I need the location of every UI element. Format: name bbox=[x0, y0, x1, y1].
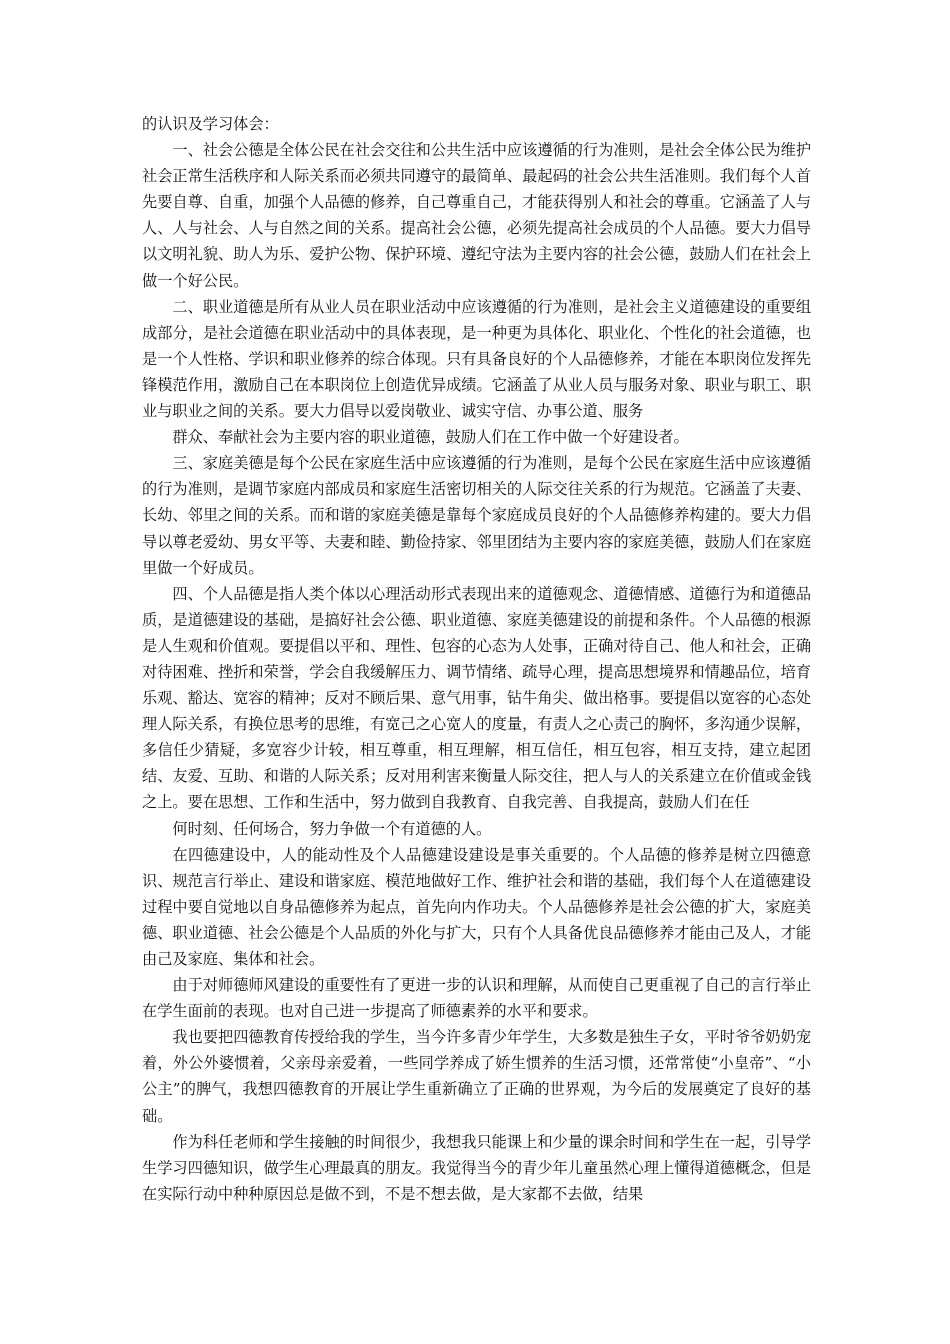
paragraph-four-virtues-building: 在四德建设中，人的能动性及个人品德建设建设是事关重要的。个人品德的修养是树立四德意识、规范言行举止、建设和谐家庭、模范地做好工作、维护社会和谐的基础，我们每个人在道德建设过程中要自觉地以自身品德修养为起点，首先向内作功夫。个人品德修养是社会公德的扩大，家庭美德、职业道德、社会公德是个人品质的外化与扩大，只有个人具备优良品德修养才能由己及人，才能由己及家庭、集体和社会。 bbox=[142, 845, 811, 968]
paragraph-teaching-students: 我也要把四德教育传授给我的学生，当今许多青少年学生，大多数是独生子女，平时爷爷奶奶宠着，外公外婆惯着，父亲母亲爱着，一些同学养成了娇生惯养的生活习惯，还常常使“小皇帝”、“小公主”的脾气，我想四德教育的开展让学生重新确立了正确的世界观，为今后的发展奠定了良好的基础。 bbox=[142, 1028, 811, 1125]
paragraph-family-virtue: 三、家庭美德是每个公民在家庭生活中应该遵循的行为准则，是每个公民在家庭生活中应该遵循的行为准则，是调节家庭内部成员和家庭生活密切相关的人际交往关系的行为规范。它涵盖了夫妻、长幼、邻里之间的关系。而和谐的家庭美德是靠每个家庭成员良好的个人品德修养构建的。要大力倡导以尊老爱幼、男女平等、夫妻和睦、勤俭持家、邻里团结为主要内容的家庭美德，鼓励人们在家庭里做一个好成员。 bbox=[142, 454, 811, 577]
paragraph-intro: 的认识及学习体会： bbox=[142, 115, 279, 133]
paragraph-personal-character: 四、个人品德是指人类个体以心理活动形式表现出来的道德观念、道德情感、道德行为和道德品质，是道德建设的基础，是搞好社会公德、职业道德、家庭美德建设的前提和条件。个人品德的根源是人生观和价值观。要提倡以平和、理性、包容的心态为人处事，正确对待自己、他人和社会，正确对待困难、挫折和荣誉，学会自我缓解压力、调节情绪、疏导心理，提高思想境界和情趣品位，培育乐观、豁达、宽容的精神；反对不顾后果、意气用事，钻牛角尖、做出格事。要提倡以宽容的心态处理人际关系，有换位思考的思维，有宽己之心宽人的度量，有责人之心责己的胸怀，多沟通少误解，多信任少猜疑，多宽容少计较，相互尊重，相互理解，相互信任，相互包容，相互支持，建立起团结、友爱、互助、和谐的人际关系；反对用利害来衡量人际交往，把人与人的关系建立在价值或金钱之上。要在思想、工作和生活中，努力做到自我教育、自我完善、自我提高，鼓励人们在任 bbox=[142, 584, 811, 812]
document-page bbox=[142, 111, 811, 1207]
paragraph-professional-ethics-cont: 群众、奉献社会为主要内容的职业道德，鼓励人们在工作中做一个好建设者。 bbox=[172, 428, 689, 447]
paragraph-subject-teacher: 作为科任老师和学生接触的时间很少，我想我只能课上和少量的课余时间和学生在一起，引导学生学习四德知识，做学生心理最真的朋友。我觉得当今的青少年儿童虽然心理上懂得道德概念，但是在实际行动中种种原因总是做不到，不是不想去做，是大家都不去做，结果 bbox=[142, 1132, 811, 1203]
paragraph-social-morality: 一、社会公德是全体公民在社会交往和公共生活中应该遵循的行为准则，是社会全体公民为维护社会正常生活秩序和人际关系而必须共同遵守的最简单、最起码的社会公共生活准则。我们每个人首先要自尊、自重，加强个人品德的修养，自己尊重自己，才能获得别人和社会的尊重。它涵盖了人与人、人与社会、人与自然之间的关系。提高社会公德，必须先提高社会成员的个人品德。要大力倡导以文明礼貌、助人为乐、爱护公物、保护环境、遵纪守法为主要内容的社会公德，鼓励人们在社会上做一个好公民。 bbox=[142, 141, 811, 290]
paragraph-teacher-ethics: 由于对师德师风建设的重要性有了更进一步的认识和理解，从而使自己更重视了自己的言行举止在学生面前的表现。也对自己进一步提高了师德素养的水平和要求。 bbox=[142, 976, 811, 1021]
paragraph-personal-character-cont: 何时刻、任何场合，努力争做一个有道德的人。 bbox=[172, 819, 492, 838]
paragraph-professional-ethics: 二、职业道德是所有从业人员在职业活动中应该遵循的行为准则，是社会主义道德建设的重要组成部分，是社会道德在职业活动中的具体表现，是一种更为具体化、职业化、个性化的社会道德，也是一个人性格、学识和职业修养的综合体现。只有具备良好的个人品德修养，才能在本职岗位发挥先锋模范作用，激励自己在本职岗位上创造优异成绩。它涵盖了从业人员与服务对象、职业与职工、职业与职业之间的关系。要大力倡导以爱岗敬业、诚实守信、办事公道、服务 bbox=[142, 297, 811, 421]
